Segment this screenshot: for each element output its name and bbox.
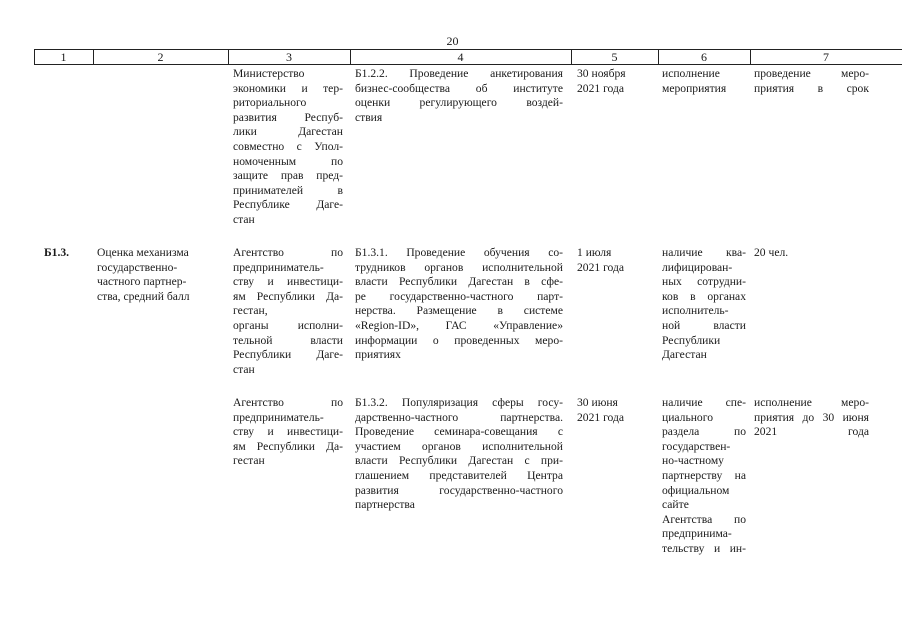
item-code: Б1.3. bbox=[44, 246, 70, 259]
column-number: 2 bbox=[157, 50, 164, 64]
table-header-rule bbox=[34, 64, 902, 65]
column-number: 4 bbox=[457, 50, 464, 64]
measure-cell: Б1.3.1. Проведение обучения со- трудников органов исполнительной власти Республики Дагестан в сфе- ре государственно-частного парт- нерства. Размещение в системе «Region-ID», ГАС «Управление» информации о проведенных меро- приятиях bbox=[355, 246, 563, 362]
target-cell: проведение меро- приятия в срок bbox=[754, 67, 869, 95]
executor-cell: Агентство по предприниматель- ству и инвестици- ям Республики Да- гестан, органы исполни- тельной власти Республики Даге- стан bbox=[233, 246, 343, 376]
measure-cell: Б1.2.2. Проведение анкетирования бизнес-сообщества об институте оценки регулирующего воздей- ствия bbox=[355, 67, 563, 124]
column-number: 7 bbox=[823, 50, 829, 64]
indicator-cell: Оценка механизма государственно- частного партнер- ства, средний балл bbox=[97, 246, 190, 303]
target-cell: исполнение меро- приятия до 30 июня 2021 года bbox=[754, 396, 869, 439]
deadline-cell: 1 июля 2021 года bbox=[577, 246, 625, 274]
measure-cell: Б1.3.2. Популяризация сферы госу- дарственно-частного партнерства. Проведение семинара-совещания с участием органов исполнительной власти Республики Дагестан с при- глашением представителей Центра развития государственно-частного партнерства bbox=[355, 396, 563, 512]
executor-cell: Агентство по предприниматель- ству и инвестици- ям Республики Да- гестан bbox=[233, 396, 343, 468]
result-cell: наличие ква- лифицирован- ных сотрудни- ков в органах исполнитель- ной власти Республики Дагестан bbox=[662, 246, 746, 362]
result-cell: наличие спе- циального раздела по государствен- но-частному партнерству на официальном сайте Агентства по предпринима- тельству и ин- bbox=[662, 396, 746, 555]
column-number: 6 bbox=[701, 50, 707, 64]
deadline-cell: 30 ноября 2021 года bbox=[577, 67, 626, 95]
deadline-cell: 30 июня 2021 года bbox=[577, 396, 625, 424]
target-cell: 20 чел. bbox=[754, 246, 789, 259]
page-number: 20 bbox=[446, 34, 459, 48]
column-number: 5 bbox=[611, 50, 618, 64]
column-number: 3 bbox=[286, 50, 292, 64]
executor-cell: Министерство экономики и тер- риториального развития Респуб- лики Дагестан совместно с Упол- номоченным по защите прав пред- принимателей в Республике Даге- стан bbox=[233, 67, 343, 226]
column-number: 1 bbox=[60, 50, 67, 64]
result-cell: исполнение мероприятия bbox=[662, 67, 727, 95]
